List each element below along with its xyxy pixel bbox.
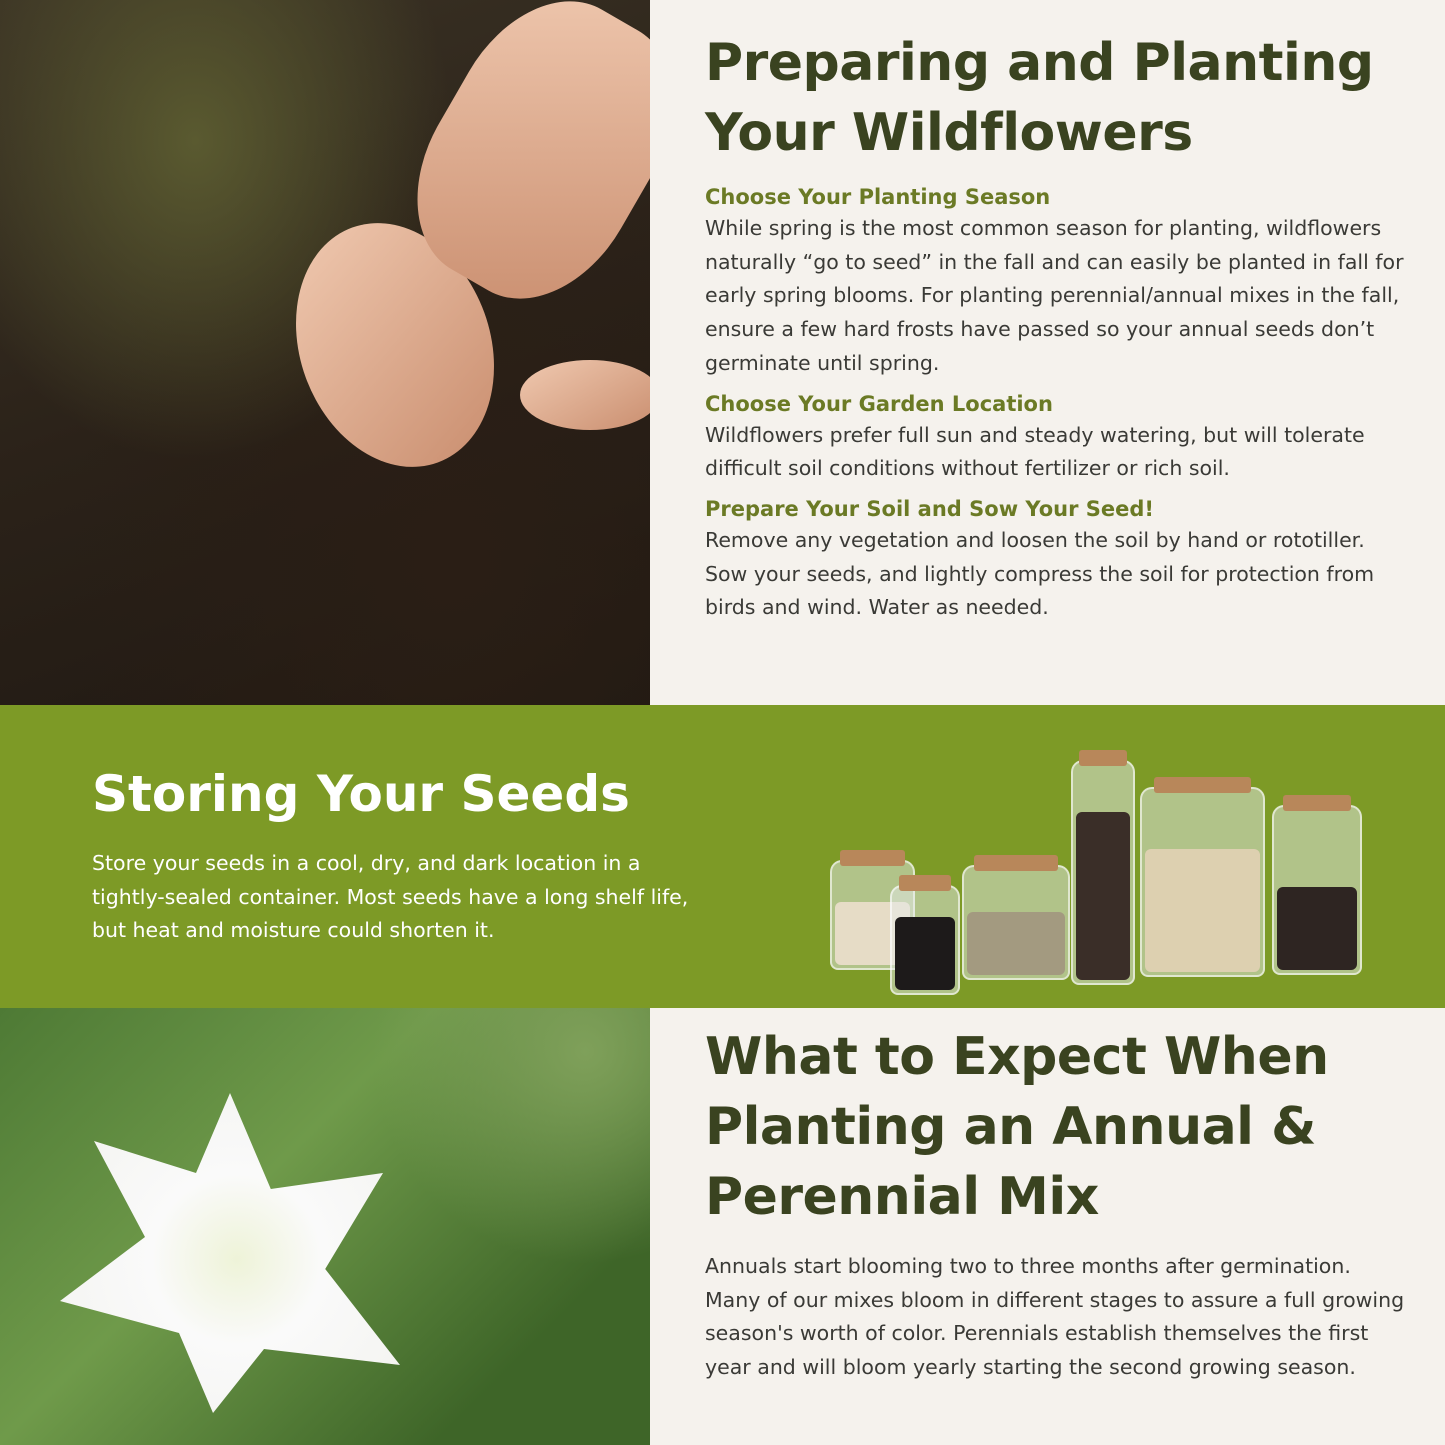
location-heading: Choose Your Garden Location — [705, 391, 1053, 416]
seed-jars-image — [825, 750, 1370, 995]
storing-title: Storing Your Seeds — [92, 765, 630, 823]
soil-heading: Prepare Your Soil and Sow Your Seed! — [705, 496, 1154, 521]
season-body: While spring is the most common season for planting, wildflowers naturally “go to seed” in the fall and can easily be planted in fall for early spring blooms. For planting perennial/annual mixes in the fall, ensure a few hard frosts have passed so your annual seeds don’t germinate until spring. — [705, 216, 1404, 375]
location-body: Wildflowers prefer full sun and steady watering, but will tolerate difficult soil conditions without fertilizer or rich soil. — [705, 422, 1365, 481]
expect-section — [0, 1008, 1445, 1445]
storing-body: Store your seeds in a cool, dry, and dark location in a tightly-sealed container. Most seeds have a long shelf life, but heat and moisture could shorten it. — [92, 851, 689, 943]
planting-section — [0, 0, 1445, 705]
soil-body: Remove any vegetation and loosen the soil by hand or rototiller. Sow your seeds, and lightly compress the soil for protection from birds and wind. Water as needed. — [705, 527, 1375, 620]
storing-section — [0, 705, 1445, 1008]
expect-text — [705, 1022, 1405, 1385]
expect-body: Annuals start blooming two to three months after germination. Many of our mixes bloom in different stages to assure a full growing season's worth of color. Perennials establish themselves the first year and will bloom yearly starting the second growing season. — [705, 1254, 1405, 1380]
planting-title: Preparing and Planting Your Wildflowers — [705, 33, 1374, 163]
planting-text — [705, 28, 1405, 625]
hands-sowing-seeds-photo — [0, 0, 650, 705]
white-flower-photo — [0, 1008, 650, 1445]
season-heading: Choose Your Planting Season — [705, 185, 1051, 209]
expect-title: What to Expect When Planting an Annual & Perennial Mix — [705, 1027, 1329, 1227]
